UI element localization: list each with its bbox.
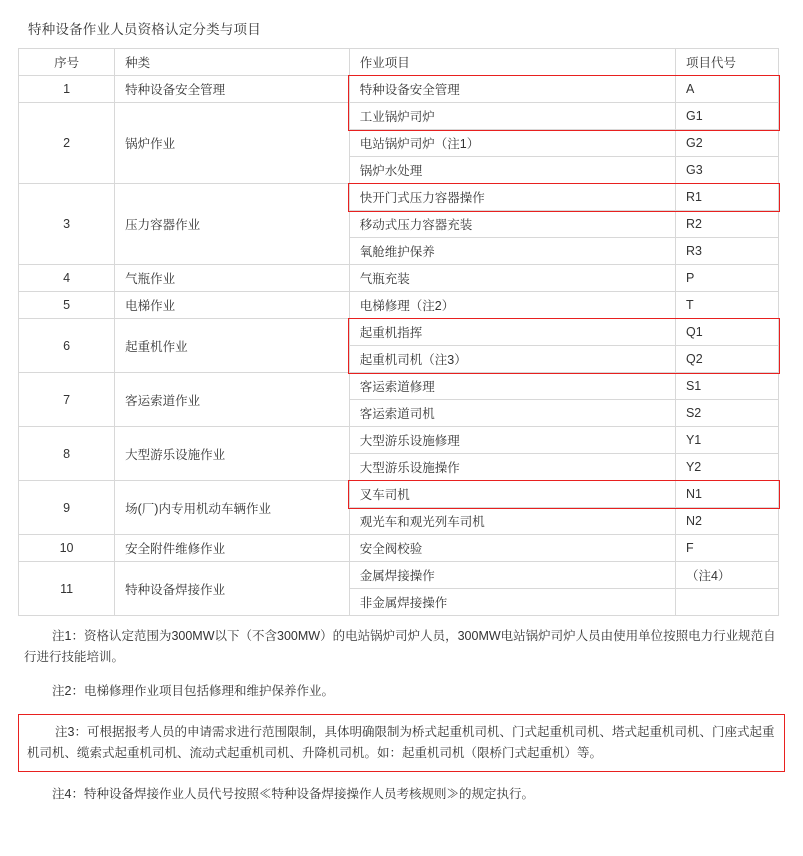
cell-code-text: F <box>685 541 694 555</box>
cell-code-text: G2 <box>685 136 703 150</box>
table-body <box>19 76 779 616</box>
table-row <box>19 481 779 508</box>
cell-code-text: Y2 <box>685 460 702 474</box>
cell-item <box>349 211 675 238</box>
cell-item-text: 氧舱维护保养 <box>359 245 435 259</box>
cell-item-text: 叉车司机 <box>359 488 410 502</box>
cell-code-text: G1 <box>685 109 703 123</box>
cell-code <box>675 535 778 562</box>
cell-code <box>675 130 778 157</box>
cell-item <box>349 373 675 400</box>
cell-no <box>19 292 115 319</box>
cell-code <box>675 292 778 319</box>
cell-no-text: 4 <box>63 271 71 285</box>
cell-item <box>349 292 675 319</box>
cell-no-text: 10 <box>59 541 74 555</box>
cell-code-text: N1 <box>685 487 702 501</box>
notes-section <box>18 626 785 806</box>
cell-item-text: 大型游乐设施修理 <box>359 434 460 448</box>
cell-code-text: T <box>685 298 694 312</box>
cell-item-text: 起重机司机（注3） <box>359 353 467 367</box>
cell-kind <box>115 481 350 535</box>
cell-no-text: 9 <box>63 500 71 515</box>
cell-code <box>675 454 778 481</box>
cell-no <box>19 427 115 481</box>
cell-item-text: 电梯修理（注2） <box>359 299 455 313</box>
cell-code-text: Y1 <box>685 433 702 447</box>
note-1: 注1：资格认定范围为300MW以下（不含300MW）的电站锅炉司炉人员，300MW电站锅炉司炉人员由使用单位按照电力行业规范自行进行技能培训。 <box>24 629 776 665</box>
cell-code <box>675 319 778 346</box>
note-3: 注3：可根据报考人员的申请需求进行范围限制，具体明确限制为桥式起重机司机、门式起重机司机、塔式起重机司机、门座式起重机司机、缆索式起重机司机、流动式起重机司机、升降机司机。如：起重机司机（限桥门式起重机）等。 <box>18 714 785 773</box>
cell-item <box>349 238 675 265</box>
cell-code-text: S2 <box>685 406 702 420</box>
cell-item <box>349 400 675 427</box>
column-header-kind: 种类 <box>115 49 350 76</box>
cell-item <box>349 265 675 292</box>
cell-item-text: 工业锅炉司炉 <box>359 110 435 124</box>
cell-item <box>349 103 675 130</box>
cell-kind <box>115 373 350 427</box>
cell-kind-text: 客运索道作业 <box>125 393 201 408</box>
cell-item <box>349 535 675 562</box>
cell-no <box>19 535 115 562</box>
cell-item-text: 特种设备安全管理 <box>359 83 460 97</box>
table-row <box>19 76 779 103</box>
cell-item <box>349 508 675 535</box>
table-row <box>19 319 779 346</box>
cell-no <box>19 373 115 427</box>
cell-code-text: （注4） <box>685 569 731 583</box>
cell-item-text: 大型游乐设施操作 <box>359 461 460 475</box>
column-header-code: 项目代号 <box>675 49 778 76</box>
cell-item-text: 观光车和观光列车司机 <box>359 515 485 529</box>
cell-code <box>675 562 778 589</box>
cell-code-text: Q1 <box>685 325 703 339</box>
table-row <box>19 265 779 292</box>
cell-code-text: R2 <box>685 217 702 231</box>
cell-item-text: 移动式压力容器充装 <box>359 218 473 232</box>
cell-code-text: N2 <box>685 514 702 528</box>
cell-no-text: 6 <box>63 338 71 353</box>
table-row <box>19 373 779 400</box>
cell-item <box>349 76 675 103</box>
cell-kind-text: 锅炉作业 <box>125 137 176 151</box>
cell-item-text: 非金属焊接操作 <box>359 596 448 610</box>
cell-kind-text: 安全附件维修作业 <box>125 542 226 556</box>
cell-kind <box>115 562 350 616</box>
cell-kind-text: 压力容器作业 <box>125 218 201 232</box>
cell-no <box>19 481 115 535</box>
cell-code <box>675 184 778 211</box>
cell-no <box>19 76 115 103</box>
cell-item <box>349 427 675 454</box>
cell-no-text: 1 <box>63 82 71 96</box>
cell-kind <box>115 319 350 373</box>
cell-item-text: 起重机指挥 <box>359 326 423 340</box>
table-row <box>19 427 779 454</box>
cell-no <box>19 562 115 616</box>
column-header-item: 作业项目 <box>349 49 675 76</box>
table-row <box>19 184 779 211</box>
cell-code <box>675 589 778 616</box>
cell-kind <box>115 76 350 103</box>
cell-kind-text: 大型游乐设施作业 <box>125 447 226 462</box>
cell-code-text: R3 <box>685 244 702 258</box>
cell-kind-text: 场(厂)内专用机动车辆作业 <box>125 501 271 516</box>
cell-kind <box>115 265 350 292</box>
cell-kind <box>115 292 350 319</box>
cell-item <box>349 589 675 616</box>
cell-no <box>19 265 115 292</box>
cell-code <box>675 373 778 400</box>
cell-code <box>675 508 778 535</box>
cell-no <box>19 319 115 373</box>
cell-code <box>675 76 778 103</box>
cell-code <box>675 238 778 265</box>
cell-code-text: P <box>685 271 695 285</box>
cell-item <box>349 157 675 184</box>
cell-kind-text: 电梯作业 <box>125 299 176 313</box>
cell-item <box>349 481 675 508</box>
cell-item-text: 客运索道司机 <box>359 407 435 421</box>
cell-item <box>349 319 675 346</box>
cell-code-text: Q2 <box>685 352 703 366</box>
cell-no <box>19 103 115 184</box>
cell-item-text: 锅炉水处理 <box>359 164 423 178</box>
table-header <box>19 49 779 76</box>
cell-kind <box>115 535 350 562</box>
cell-no-text: 2 <box>63 136 71 150</box>
cell-no-text: 8 <box>63 446 71 461</box>
cell-no-text: 7 <box>63 392 71 407</box>
cell-code-text: R1 <box>685 190 702 204</box>
cell-item-text: 电站锅炉司炉（注1） <box>359 137 480 151</box>
cell-code <box>675 211 778 238</box>
cell-item-text: 安全阀校验 <box>359 542 423 556</box>
cell-kind <box>115 184 350 265</box>
cell-no-text: 3 <box>63 217 71 231</box>
cell-item <box>349 346 675 373</box>
table-row <box>19 292 779 319</box>
cell-item-text: 快开门式压力容器操作 <box>359 191 485 205</box>
cell-item <box>349 562 675 589</box>
cell-kind-text: 起重机作业 <box>125 339 188 354</box>
cell-no-text: 5 <box>63 298 71 312</box>
cell-no <box>19 184 115 265</box>
note-4: 注4：特种设备焊接作业人员代号按照≪特种设备焊接操作人员考核规则≫的规定执行。 <box>52 787 534 802</box>
cell-item <box>349 454 675 481</box>
cell-code <box>675 265 778 292</box>
cell-code <box>675 481 778 508</box>
cell-item-text: 气瓶充装 <box>359 272 410 286</box>
table-row <box>19 535 779 562</box>
table-wrapper <box>14 48 789 616</box>
cell-item <box>349 130 675 157</box>
table-header-row <box>19 49 779 76</box>
qualification-table <box>18 48 779 616</box>
cell-item-text: 客运索道修理 <box>359 380 435 394</box>
cell-kind <box>115 103 350 184</box>
cell-kind-text: 气瓶作业 <box>125 272 176 286</box>
cell-item-text: 金属焊接操作 <box>359 569 435 583</box>
cell-code <box>675 346 778 373</box>
cell-code-text: S1 <box>685 379 702 393</box>
cell-code <box>675 400 778 427</box>
note-2: 注2：电梯修理作业项目包括修理和维护保养作业。 <box>52 683 334 698</box>
cell-no-text: 11 <box>60 581 74 596</box>
column-header-no: 序号 <box>19 49 115 76</box>
cell-code-text: G3 <box>685 163 703 177</box>
cell-kind-text: 特种设备焊接作业 <box>125 582 226 597</box>
cell-kind <box>115 427 350 481</box>
cell-code <box>675 427 778 454</box>
cell-code <box>675 103 778 130</box>
page-title: 特种设备作业人员资格认定分类与项目 <box>28 22 261 37</box>
cell-code <box>675 157 778 184</box>
table-row <box>19 562 779 589</box>
cell-code-text: A <box>685 82 695 96</box>
cell-item <box>349 184 675 211</box>
cell-kind-text: 特种设备安全管理 <box>125 83 226 97</box>
table-row <box>19 103 779 130</box>
